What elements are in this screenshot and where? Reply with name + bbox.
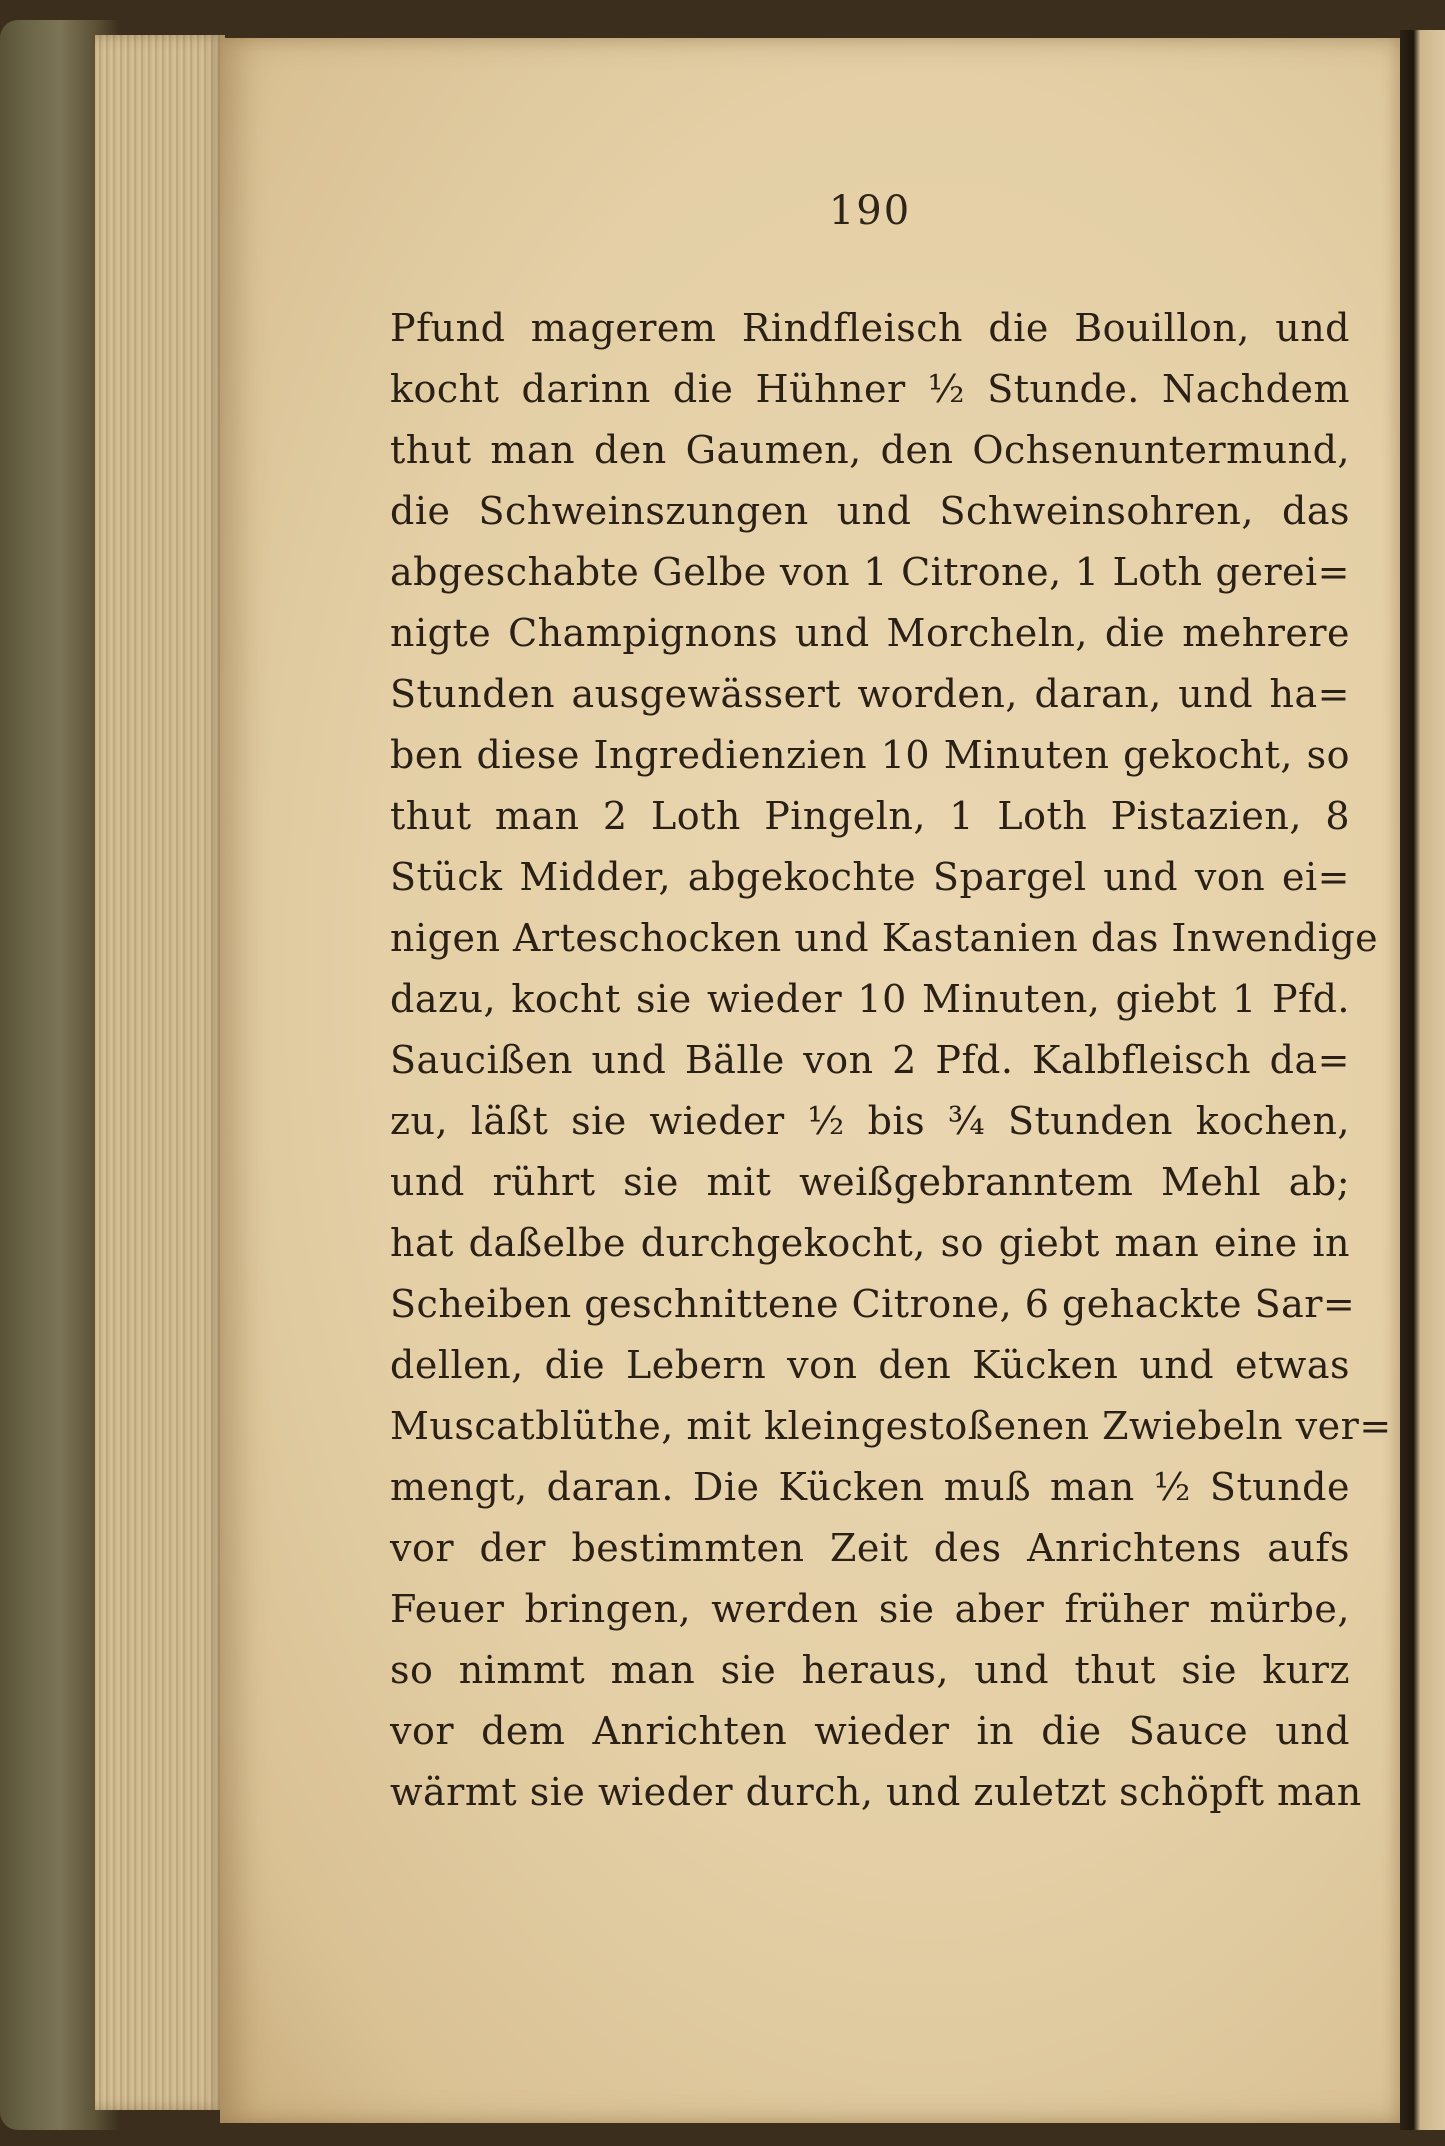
text-line: Pfund magerem Rindfleisch die Bouillon, und xyxy=(390,306,1350,350)
text-line: wärmt sie wieder durch, und zuletzt schöpft man xyxy=(390,1770,1362,1814)
text-line: Scheiben geschnittene Citrone, 6 gehackte Sar= xyxy=(390,1282,1356,1326)
text-line: Feuer bringen, werden sie aber früher mürbe, xyxy=(390,1587,1350,1631)
text-line: vor der bestimmten Zeit des Anrichtens aufs xyxy=(390,1526,1350,1570)
book-page xyxy=(220,38,1400,2123)
text-line: Stunden ausgewässert worden, daran, und ha= xyxy=(390,672,1350,716)
text-line: Stück Midder, abgekochte Spargel und von ei= xyxy=(390,855,1350,899)
text-line: nigte Champignons und Morcheln, die mehrere xyxy=(390,611,1350,655)
text-line: kocht darinn die Hühner ½ Stunde. Nachdem xyxy=(390,367,1350,411)
text-line: nigen Arteschocken und Kastanien das Inwendige xyxy=(390,916,1379,960)
text-line: hat daßelbe durchgekocht, so giebt man eine in xyxy=(390,1221,1350,1265)
text-line: so nimmt man sie heraus, und thut sie kurz xyxy=(390,1648,1350,1692)
text-line: abgeschabte Gelbe von 1 Citrone, 1 Loth gerei= xyxy=(390,550,1350,594)
text-line: die Schweinszungen und Schweinsohren, das xyxy=(390,489,1350,533)
text-line: zu, läßt sie wieder ½ bis ¾ Stunden kochen, xyxy=(390,1099,1350,1143)
page-number: 190 xyxy=(828,188,912,234)
text-line: mengt, daran. Die Kücken muß man ½ Stunde xyxy=(390,1465,1350,1509)
text-line: Muscatblüthe, mit kleingestoßenen Zwiebeln ver= xyxy=(390,1404,1392,1448)
text-line: vor dem Anrichten wieder in die Sauce und xyxy=(390,1709,1350,1753)
text-line: dazu, kocht sie wieder 10 Minuten, giebt 1 Pfd. xyxy=(390,977,1350,1021)
facing-page-edge xyxy=(1400,30,1445,2130)
page-stack-edge xyxy=(95,35,225,2110)
text-line: thut man 2 Loth Pingeln, 1 Loth Pistazien, 8 xyxy=(390,794,1350,838)
body-text xyxy=(390,298,1392,1823)
text-line: dellen, die Lebern von den Kücken und etwas xyxy=(390,1343,1350,1387)
text-line: Saucißen und Bälle von 2 Pfd. Kalbfleisch da= xyxy=(390,1038,1350,1082)
text-line: thut man den Gaumen, den Ochsenuntermund, xyxy=(390,428,1350,472)
text-line: und rührt sie mit weißgebranntem Mehl ab; xyxy=(390,1160,1350,1204)
text-line: ben diese Ingredienzien 10 Minuten gekocht, so xyxy=(390,733,1350,777)
